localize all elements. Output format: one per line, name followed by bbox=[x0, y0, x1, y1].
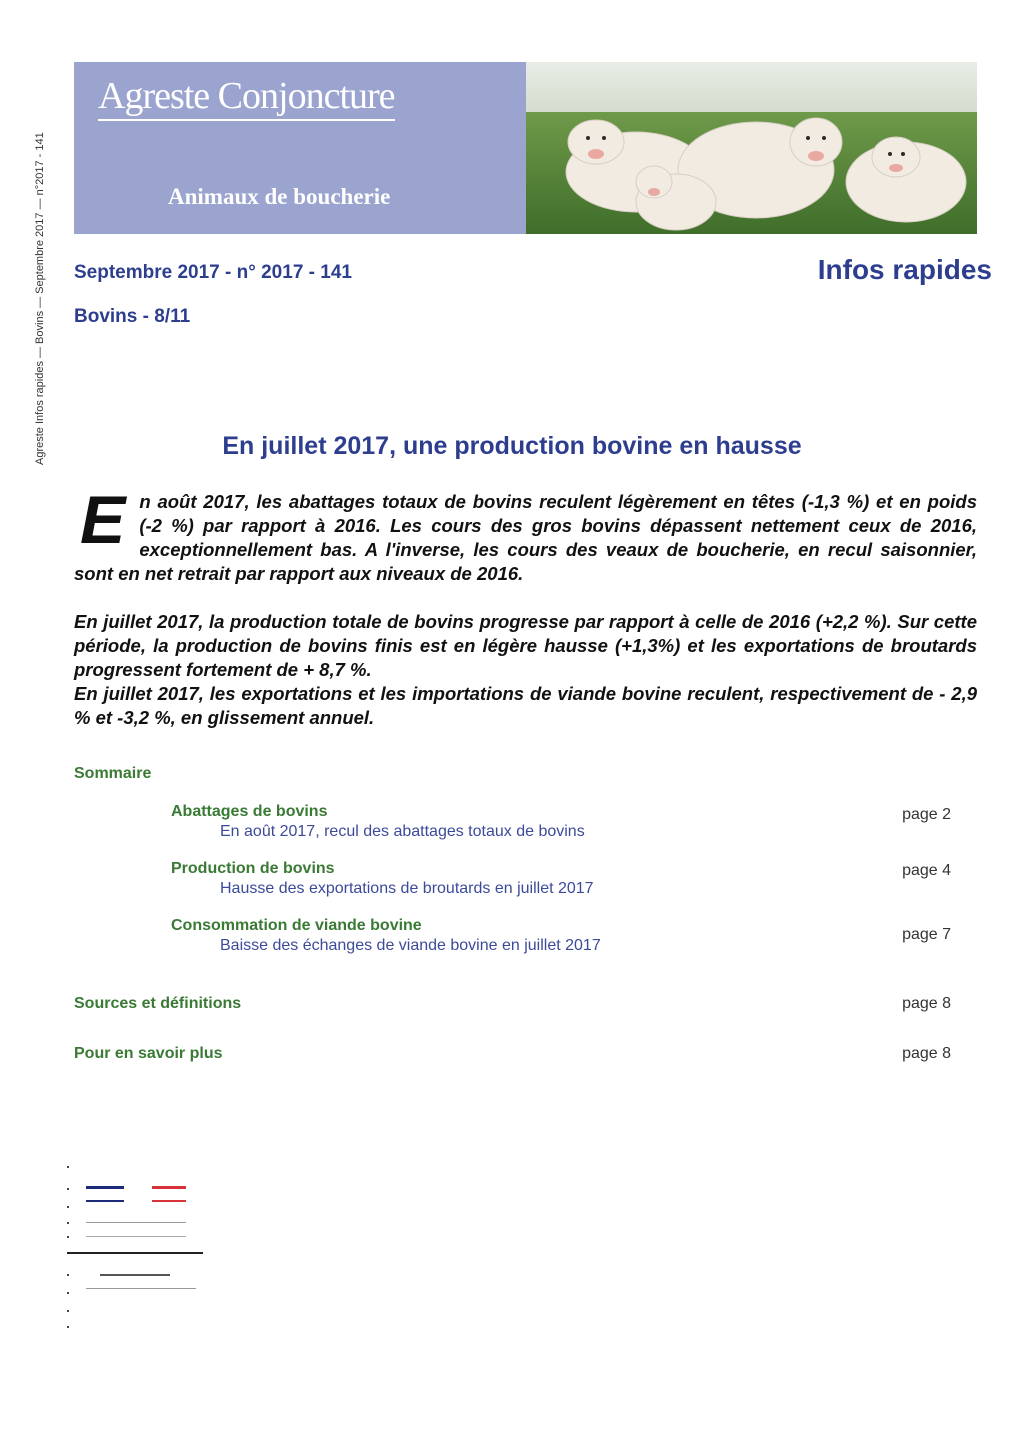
toc-entry-page: page 4 bbox=[902, 862, 951, 879]
headline: En juillet 2017, une production bovine en hausse bbox=[222, 432, 802, 460]
lead-text bbox=[74, 482, 977, 730]
toc-entry-description: Baisse des échanges de viande bovine en juillet 2017 bbox=[220, 937, 601, 954]
lead-paragraph-2: En juillet 2017, la production totale de bovins progresse par rapport à celle de 2016 (+2,2 %). Sur cette période, la production de bovins finis est en légère hausse (+1,3%) et les exportations de broutards progressent fortement de + 8,7 %. bbox=[74, 611, 977, 680]
ministry-logo bbox=[62, 1162, 212, 1332]
savoir-plus-label[interactable]: Pour en savoir plus bbox=[74, 1045, 223, 1062]
toc-entry[interactable] bbox=[171, 859, 961, 899]
lead-paragraph-1-text: n août 2017, les abattages totaux de bovins reculent légèrement en têtes (-1,3 %) et en poids (-2 %) par rapport à 2016. Les cours des gros bovins dépassent nettement ceux de 2016, exceptionnellement bas. A l'inverse, les cours des veaux de boucherie, en recul saisonnier, sont en net retrait par rapport aux niveaux de 2016. bbox=[74, 491, 977, 584]
cattle-photo bbox=[526, 62, 977, 234]
lead-paragraph-1 bbox=[74, 482, 977, 586]
toc-entry-title[interactable]: Abattages de bovins bbox=[171, 803, 328, 820]
savoir-plus-page: page 8 bbox=[902, 1045, 951, 1062]
toc-entry[interactable] bbox=[171, 802, 961, 842]
lead-paragraph-3: En juillet 2017, les exportations et les importations de viande bovine reculent, respectivement de - 2,9 % et -3,2 %, en glissement annuel. bbox=[74, 683, 977, 728]
savoir-plus-row[interactable] bbox=[74, 1045, 951, 1063]
banner-subtitle: Animaux de boucherie bbox=[168, 184, 391, 209]
collection-title: Infos rapides bbox=[817, 254, 992, 285]
sources-label[interactable]: Sources et définitions bbox=[74, 995, 242, 1012]
toc-entry[interactable] bbox=[171, 916, 961, 956]
banner-title: Agreste Conjoncture bbox=[98, 74, 395, 121]
toc-entry-title[interactable]: Consommation de viande bovine bbox=[171, 917, 422, 934]
sommaire-title: Sommaire bbox=[74, 765, 152, 782]
sources-row[interactable] bbox=[74, 995, 951, 1013]
toc-entry-description: Hausse des exportations de broutards en juillet 2017 bbox=[220, 880, 594, 897]
issue-line: Septembre 2017 - n° 2017 - 141 bbox=[74, 262, 352, 283]
series-label: Bovins - 8/11 bbox=[74, 306, 191, 327]
drop-cap: E bbox=[80, 482, 126, 558]
banner-title-panel bbox=[74, 62, 526, 234]
banner bbox=[74, 62, 977, 234]
toc-entry-title[interactable]: Production de bovins bbox=[171, 860, 335, 877]
sources-page: page 8 bbox=[902, 995, 951, 1012]
toc-entry-page: page 7 bbox=[902, 926, 951, 943]
toc-entry-description: En août 2017, recul des abattages totaux de bovins bbox=[220, 823, 585, 840]
side-running-header: Agreste Infos rapides — Bovins — Septembre 2017 — n°2017 - 141 bbox=[34, 132, 46, 465]
toc-entry-page: page 2 bbox=[902, 806, 951, 823]
